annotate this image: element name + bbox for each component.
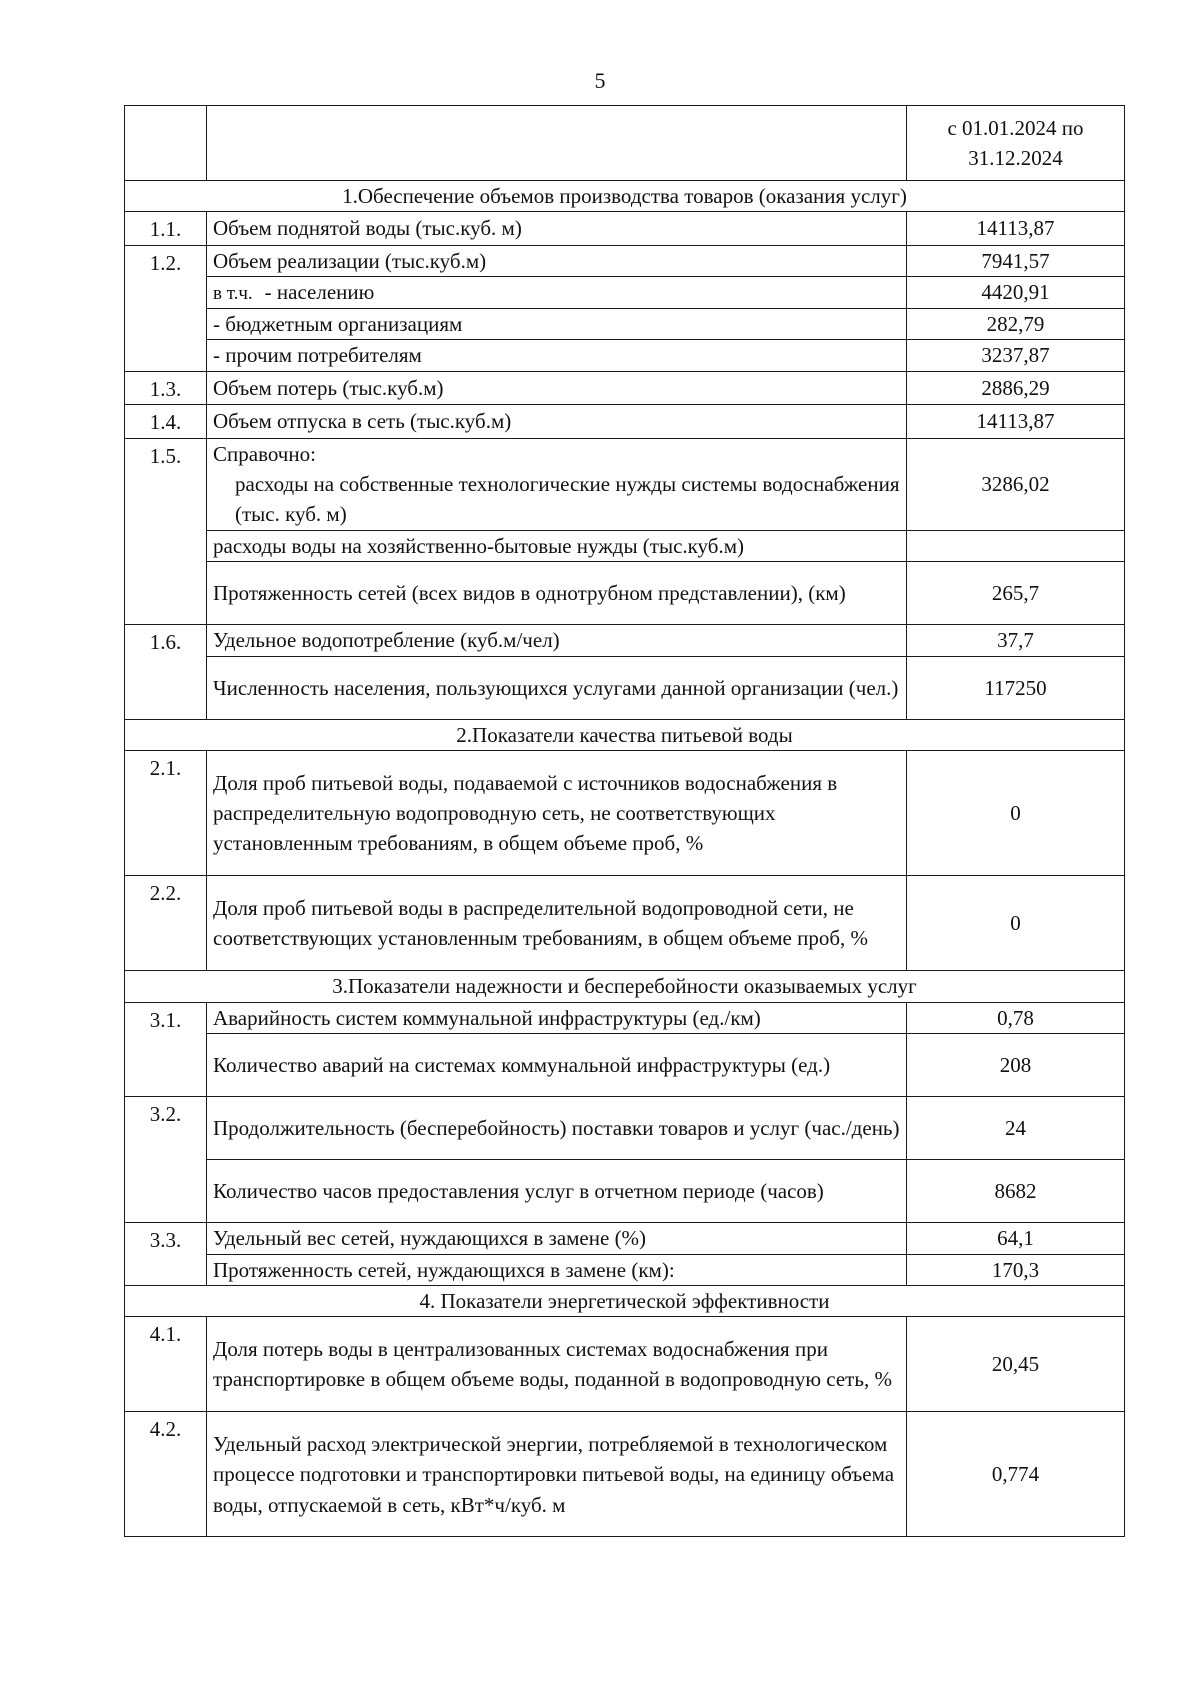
row-label: Удельный расход электрической энергии, потребляемой в технологическом процессе подготовки и транспортировки питьевой воды, на единицу объема воды, отпускаемой в сеть, кВт*ч/куб. м [207, 1412, 907, 1537]
row-label: - прочим потребителям [207, 340, 907, 371]
row-number: 2.1. [125, 751, 207, 876]
row-label-text: расходы на собственные технологические нужды системы водоснабжения (тыс. куб. м) [235, 472, 900, 527]
row-label: Протяженность сетей, нуждающихся в замене (км): [207, 1254, 907, 1285]
row-number: 1.1. [125, 212, 207, 245]
row-number: 1.4. [125, 405, 207, 438]
table-header-row [125, 106, 1125, 181]
table-row [125, 1412, 1125, 1537]
row-value: 64,1 [907, 1223, 1125, 1254]
row-value: 117250 [907, 656, 1125, 719]
row-value: 2886,29 [907, 371, 1125, 404]
row-number: 1.3. [125, 371, 207, 404]
table-row [125, 405, 1125, 438]
indicators-table [124, 105, 1125, 1537]
period-header: с 01.01.2024 по 31.12.2024 [907, 106, 1125, 181]
table-row [125, 751, 1125, 876]
table-row [125, 371, 1125, 404]
table-row [125, 625, 1125, 656]
header-name-cell [207, 106, 907, 181]
row-value: 0 [907, 751, 1125, 876]
row-number: 3.2. [125, 1097, 207, 1223]
section-1-title: 1.Обеспечение объемов производства товаров (оказания услуг) [125, 181, 1125, 212]
row-value: 3286,02 [907, 438, 1125, 530]
row-label: Протяженность сетей (всех видов в однотрубном представлении), (км) [207, 562, 907, 625]
section-header-row [125, 181, 1125, 212]
row-value: 14113,87 [907, 212, 1125, 245]
row-label: Количество аварий на системах коммунальной инфраструктуры (ед.) [207, 1034, 907, 1097]
table-row [125, 277, 1125, 309]
row-value: 282,79 [907, 308, 1125, 339]
row-label: - бюджетным организациям [207, 308, 907, 339]
table-row [125, 1160, 1125, 1223]
table-row [125, 562, 1125, 625]
row-value: 8682 [907, 1160, 1125, 1223]
table-row [125, 245, 1125, 276]
row-number: 1.6. [125, 625, 207, 719]
including-prefix: в т.ч. [213, 283, 253, 305]
row-label: Доля проб питьевой воды в распределительной водопроводной сети, не соответствующих установленным требованиям, в общем объеме проб, % [207, 876, 907, 971]
reference-label: Справочно: [213, 441, 316, 466]
row-number: 4.1. [125, 1317, 207, 1412]
row-number: 3.3. [125, 1223, 207, 1286]
table-row [125, 656, 1125, 719]
row-value [907, 530, 1125, 561]
table-row [125, 1254, 1125, 1285]
row-label: Численность населения, пользующихся услугами данной организации (чел.) [207, 656, 907, 719]
row-value: 265,7 [907, 562, 1125, 625]
row-number: 1.5. [125, 438, 207, 625]
table-row [125, 876, 1125, 971]
header-num-cell [125, 106, 207, 181]
section-2-title: 2.Показатели качества питьевой воды [125, 719, 1125, 750]
page-number: 5 [594, 68, 606, 93]
row-value: 7941,57 [907, 245, 1125, 276]
row-label: Объем отпуска в сеть (тыс.куб.м) [207, 405, 907, 438]
row-value: 208 [907, 1034, 1125, 1097]
row-value: 0 [907, 876, 1125, 971]
section-3-title: 3.Показатели надежности и бесперебойности оказываемых услуг [125, 971, 1125, 1002]
row-label-text: - населению [264, 280, 375, 305]
row-label: расходы воды на хозяйственно-бытовые нужды (тыс.куб.м) [207, 530, 907, 561]
section-header-row [125, 1285, 1125, 1316]
row-label: Удельное водопотребление (куб.м/чел) [207, 625, 907, 656]
table-row [125, 340, 1125, 371]
row-number: 4.2. [125, 1412, 207, 1537]
row-value: 14113,87 [907, 405, 1125, 438]
table-row [125, 212, 1125, 245]
row-label: Объем потерь (тыс.куб.м) [207, 371, 907, 404]
table-row [125, 1002, 1125, 1033]
row-number: 3.1. [125, 1002, 207, 1096]
table-row [125, 1097, 1125, 1160]
table-row [125, 1317, 1125, 1412]
row-label: Объем реализации (тыс.куб.м) [207, 245, 907, 276]
row-value: 37,7 [907, 625, 1125, 656]
row-label: Удельный вес сетей, нуждающихся в замене (%) [207, 1223, 907, 1254]
table-row [125, 308, 1125, 339]
row-number: 2.2. [125, 876, 207, 971]
table-row [125, 438, 1125, 530]
row-value: 0,78 [907, 1002, 1125, 1033]
section-4-title: 4. Показатели энергетической эффективности [125, 1285, 1125, 1316]
row-value: 20,45 [907, 1317, 1125, 1412]
row-value: 3237,87 [907, 340, 1125, 371]
row-label: Доля проб питьевой воды, подаваемой с источников водоснабжения в распределительную водопроводную сеть, не соответствующих установленным требованиям, в общем объеме проб, % [207, 751, 907, 876]
table-row [125, 1223, 1125, 1254]
row-label [207, 438, 907, 530]
row-label: Доля потерь воды в централизованных системах водоснабжения при транспортировке в общем объеме воды, поданной в водопроводную сеть, % [207, 1317, 907, 1412]
row-label [207, 277, 907, 309]
row-value: 24 [907, 1097, 1125, 1160]
row-label: Количество часов предоставления услуг в отчетном периоде (часов) [207, 1160, 907, 1223]
section-header-row [125, 971, 1125, 1002]
row-value: 4420,91 [907, 277, 1125, 309]
row-label: Продолжительность (бесперебойность) поставки товаров и услуг (час./день) [207, 1097, 907, 1160]
row-number: 1.2. [125, 245, 207, 371]
table-row [125, 1034, 1125, 1097]
row-label: Аварийность систем коммунальной инфраструктуры (ед./км) [207, 1002, 907, 1033]
section-header-row [125, 719, 1125, 750]
row-label: Объем поднятой воды (тыс.куб. м) [207, 212, 907, 245]
row-value: 0,774 [907, 1412, 1125, 1537]
row-value: 170,3 [907, 1254, 1125, 1285]
table-row [125, 530, 1125, 561]
